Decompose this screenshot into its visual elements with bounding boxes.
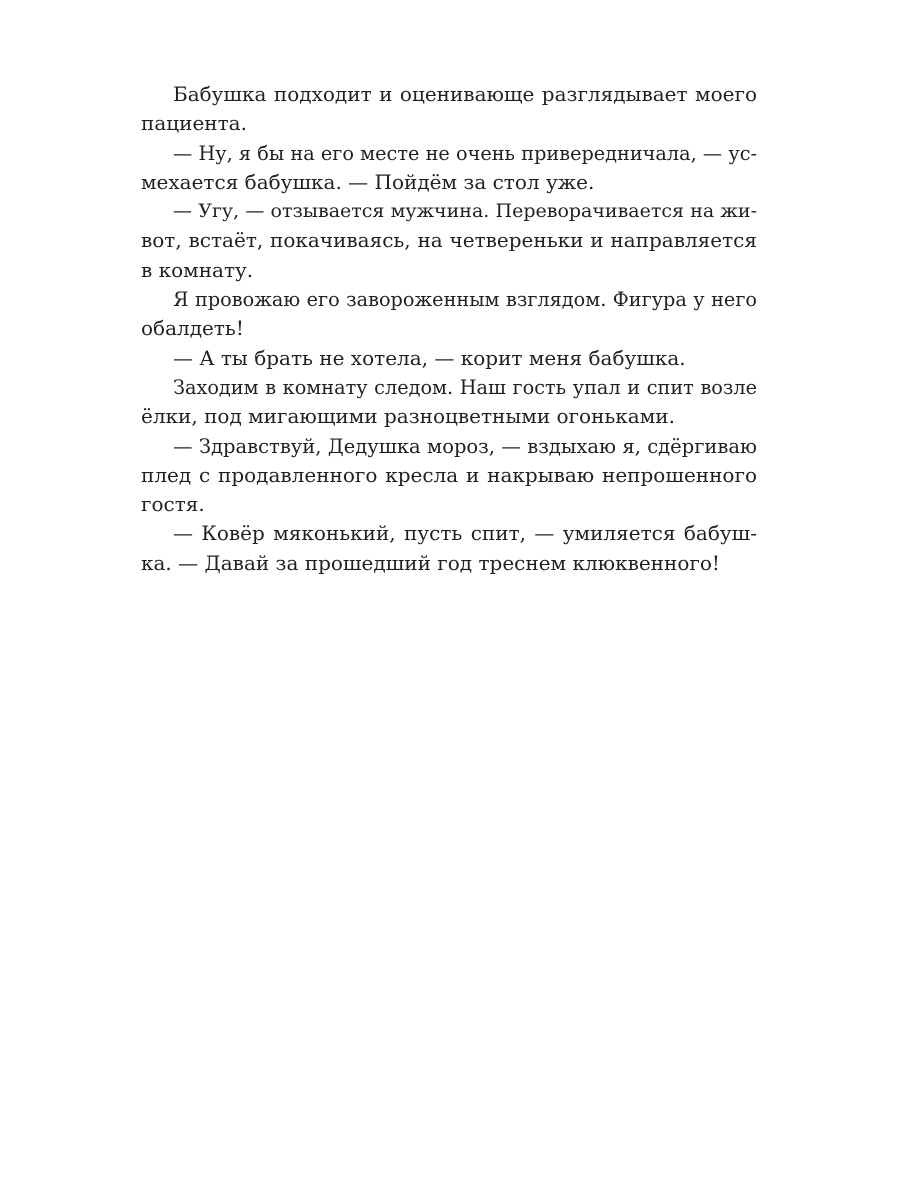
text-line: — Здравствуй, Дедушка мороз, — вздыхаю я, сдёргиваю bbox=[173, 434, 757, 458]
text-line: Бабушка подходит и оценивающе разглядывает моего bbox=[173, 82, 757, 106]
text-line: гостя. bbox=[141, 492, 205, 517]
text-line: — Угу, — отзывается мужчина. Переворачивается на жи- bbox=[173, 200, 757, 223]
body-text bbox=[141, 80, 757, 578]
text-line: ка. — Давай за прошедший год треснем клюквенного! bbox=[141, 550, 720, 575]
text-line: в комнату. bbox=[141, 257, 254, 282]
text-line: — Ну, я бы на его месте не очень привередничала, — ус- bbox=[173, 141, 757, 165]
text-line: Я провожаю его завороженным взглядом. Фигура у него bbox=[173, 288, 757, 312]
text-line: вот, встаёт, покачиваясь, на четвереньки и направляется bbox=[141, 228, 757, 253]
text-line: пациента. bbox=[141, 111, 247, 136]
text-line: обалдеть! bbox=[141, 316, 244, 341]
text-line: — А ты брать не хотела, — корит меня бабушка. bbox=[173, 345, 686, 370]
text-line: плед с продавленного кресла и накрываю непрошенного bbox=[141, 462, 757, 487]
text-line: ёлки, под мигающими разноцветными огоньками. bbox=[141, 404, 675, 429]
text-line: Заходим в комнату следом. Наш гость упал и спит возле bbox=[173, 375, 757, 399]
text-line: мехается бабушка. — Пойдём за стол уже. bbox=[141, 169, 595, 194]
text-line: — Ковёр мяконький, пусть спит, — умиляется бабуш- bbox=[173, 521, 757, 546]
